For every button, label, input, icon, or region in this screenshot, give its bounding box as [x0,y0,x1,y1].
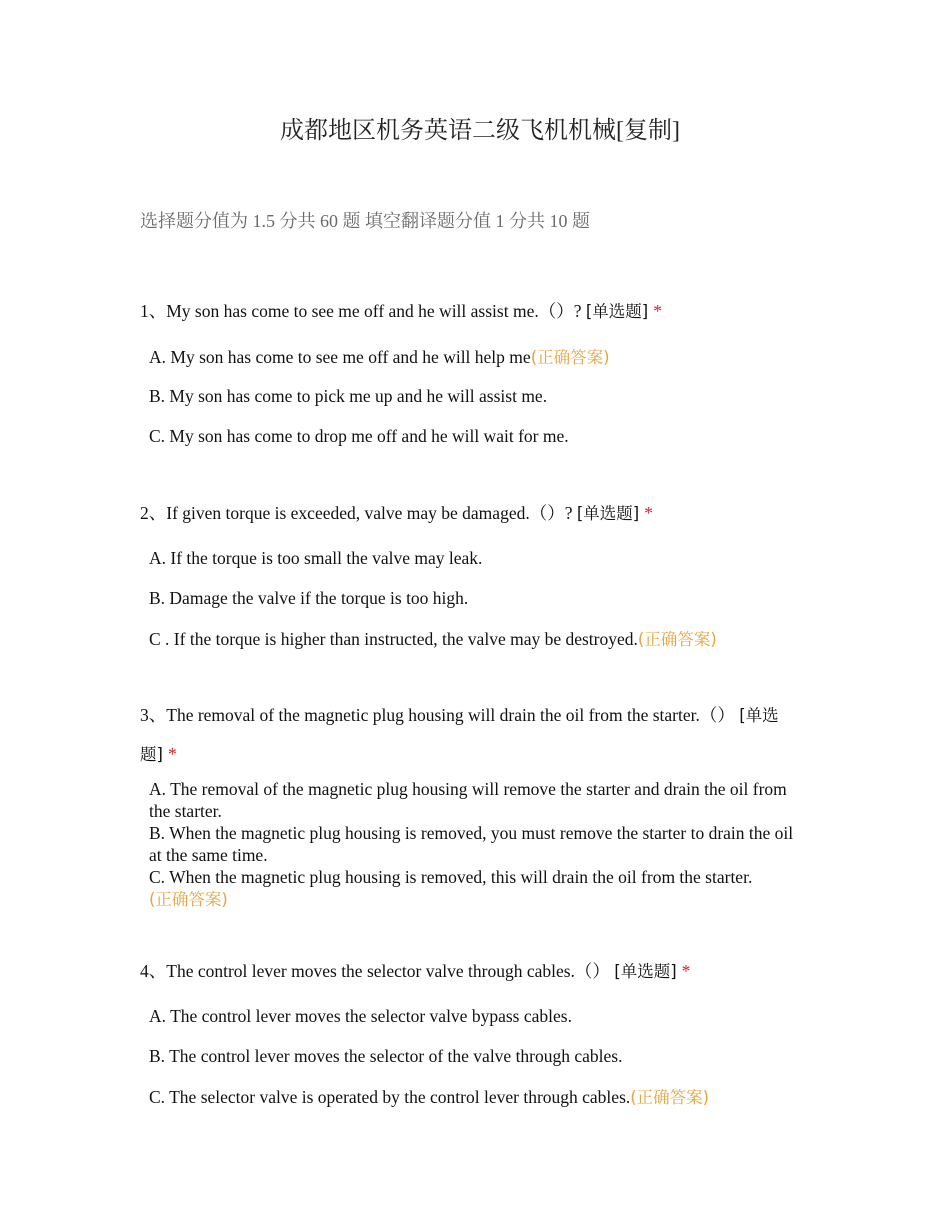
question-text: The removal of the magnetic plug housing will drain the oil from the starter.（） [166,705,740,725]
question-1 [140,292,810,331]
question-type-label: [单选题] [614,962,677,981]
option-3c [149,866,799,911]
option-2a: A. If the torque is too small the valve may leak. [149,548,483,568]
question-4 [140,952,810,991]
required-mark: * [653,301,662,321]
correct-answer-tag: (正确答案) [149,890,228,909]
correct-answer-tag: (正确答案) [530,348,610,367]
option-2b: B. Damage the valve if the torque is too high. [149,588,469,608]
question-number: 1、 [140,301,167,321]
document-title: 成都地区机务英语二级飞机机械[复制] [280,118,680,144]
question-2 [140,494,810,533]
option-3b: B. When the magnetic plug housing is removed, you must remove the starter to drain the oil at the same time. [149,823,794,865]
question-number: 3、 [140,705,167,725]
option-4c [149,1086,809,1109]
required-mark: * [644,503,653,523]
option-1c: C. My son has come to drop me off and he will wait for me. [149,426,569,446]
required-mark: * [681,961,691,981]
option-text: C. When the magnetic plug housing is removed, this will drain the oil from the starter. [149,867,753,887]
question-type-label: [单选题] [140,706,779,764]
question-type-label: [单选题] [585,302,649,321]
question-type-label: [单选题] [576,504,640,523]
option-2c [149,628,809,651]
required-mark: * [167,744,177,764]
question-text: The control lever moves the selector valve through cables.（） [166,961,615,981]
question-3 [140,696,810,774]
option-3a: A. The removal of the magnetic plug housing will remove the starter and drain the oil from the starter. [149,779,787,821]
option-text: C. The selector valve is operated by the control lever through cables. [149,1087,631,1107]
option-1a [149,346,809,369]
option-4b: B. The control lever moves the selector of the valve through cables. [149,1046,623,1066]
option-text: A. My son has come to see me off and he will help me [149,347,531,367]
question-text: My son has come to see me off and he will assist me.（）? [166,301,586,321]
option-text: C . If the torque is higher than instructed, the valve may be destroyed. [149,629,638,649]
question-number: 2、 [140,503,167,523]
option-4a: A. The control lever moves the selector valve bypass cables. [149,1006,572,1026]
question-text: If given torque is exceeded, valve may be damaged.（）? [166,503,577,523]
correct-answer-tag: (正确答案) [630,1088,710,1107]
scoring-intro: 选择题分值为 1.5 分共 60 题 填空翻译题分值 1 分共 10 题 [140,211,590,231]
correct-answer-tag: (正确答案) [637,630,717,649]
option-1b: B. My son has come to pick me up and he will assist me. [149,386,548,406]
question-number: 4、 [140,961,167,981]
